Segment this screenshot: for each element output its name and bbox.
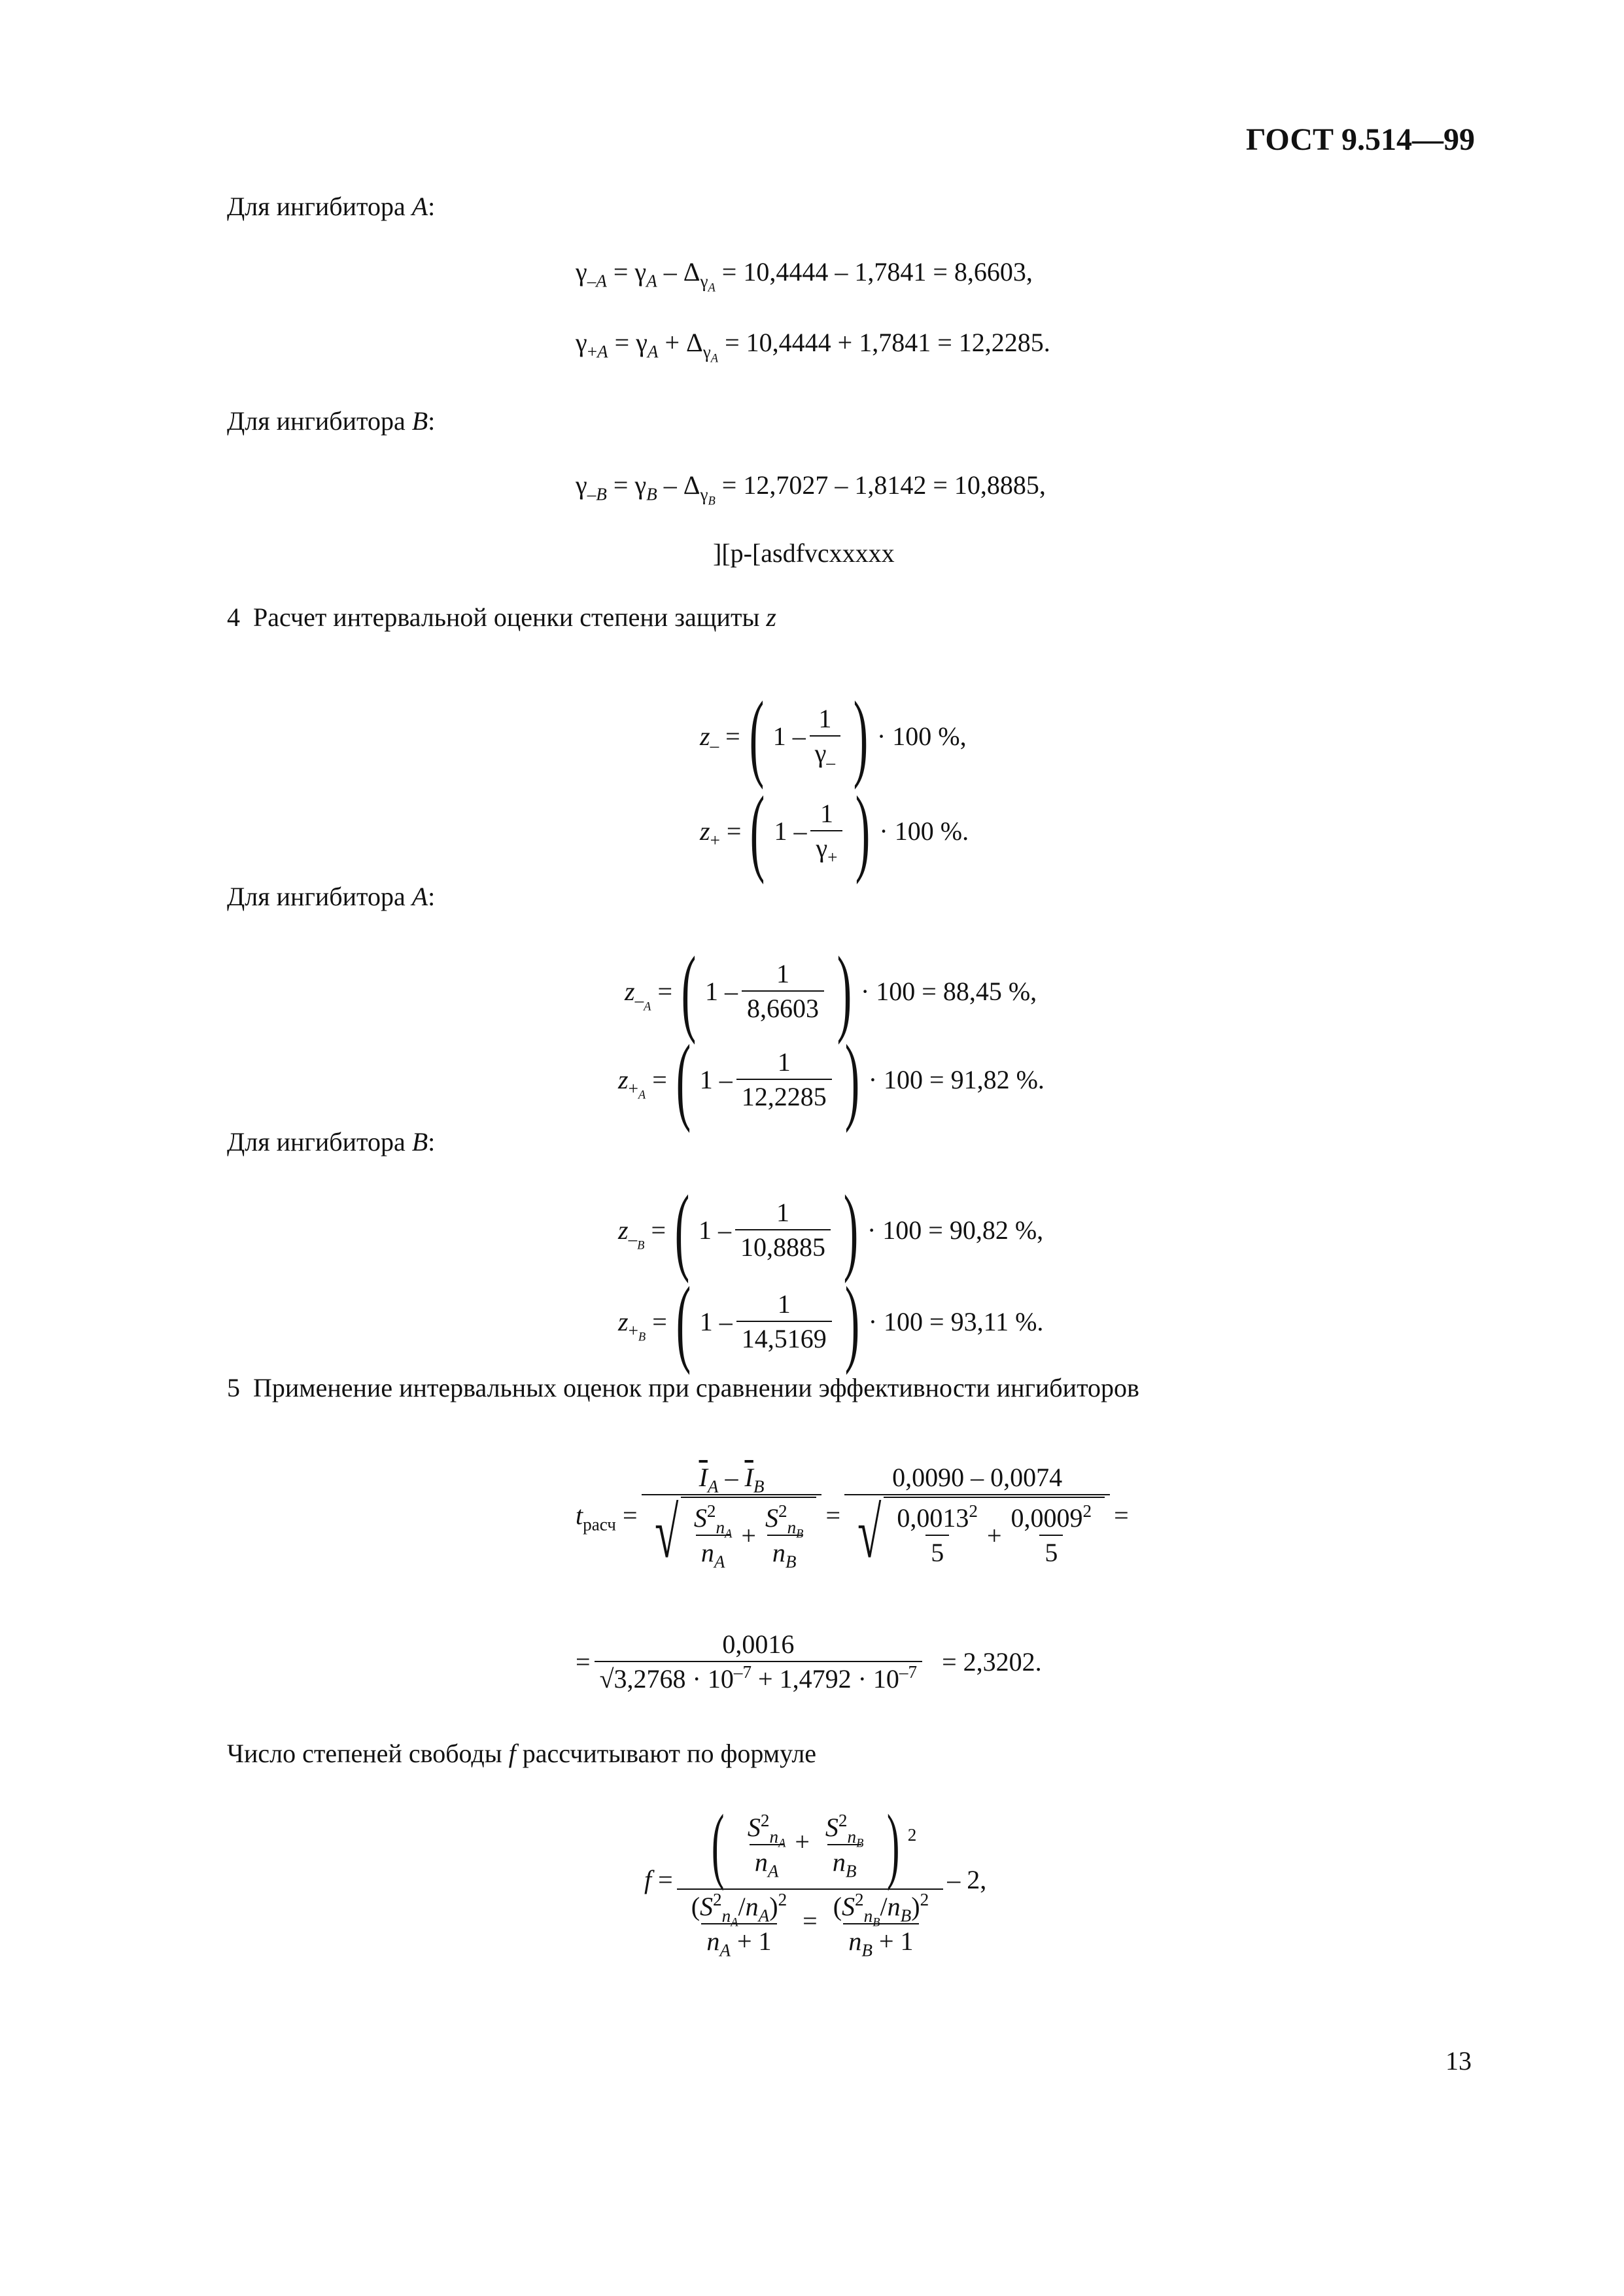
t-calc-result-numerator: 0,0016 [722, 1629, 795, 1659]
t-calc-result-fraction: $\frac{0,0016}{√3,2768 \cdot 10^{-7} + 1,4792 \cdot 10^{-7}}$ [595, 1629, 923, 1694]
freedom-text [227, 1738, 816, 1769]
label-var: В [411, 1127, 428, 1157]
inhibitor-a-label-2 [227, 881, 435, 912]
freedom-tail: – 2, [947, 1864, 987, 1894]
gamma-plus-a-equation: $\gamma_{+A} = \gamma_A + \Delta_{\gamma_A} = 10,4444 + 1,7841 = 12,2285$. [576, 328, 1050, 364]
label-colon: : [428, 406, 436, 436]
z-minus-suffix: · 100 %, [876, 721, 967, 751]
section-title: Применение интервальных оценок при сравнении эффективности ингибиторов [253, 1373, 1139, 1402]
t-calc-subscript: расч [583, 1514, 616, 1535]
z-minus-b-result: · 100 = 90,82 %, [867, 1215, 1044, 1245]
inhibitor-b-label [227, 406, 435, 436]
freedom-fraction: ( $\frac{S^2_{n_A}}{n_A}$ + $\frac{S^2_{n_B}}{n_B}$ ) $^2$ $\frac{(S^2_{n_A}/n_A)^2}{n_A + 1}$ = $\frac{(S^2_{n_B}/n_B)^2}{n_B + 1}$ [677, 1802, 944, 1957]
label-text: Для ингибитора [227, 192, 406, 221]
t-calc-s-b: 0,0009 [1011, 1503, 1083, 1533]
z-minus-b-denominator: 10,8885 [735, 1229, 831, 1262]
t-calc-n-a: 5 [925, 1535, 949, 1568]
z-minus-general-formula: $z_-$ = ( 1 – $\frac{1}{\gamma_-}$ ) · 100 %, [700, 682, 967, 790]
label-colon: : [428, 192, 436, 221]
z-minus-a-result: · 100 = 88,45 %, [860, 976, 1037, 1006]
t-calc-exp-a: –7 [733, 1662, 752, 1682]
section-4-heading [227, 602, 776, 633]
gamma-minus-b-equation: $\gamma_{-B} = \gamma_B - \Delta_{\gamma_B} = 12,7027 - 1,8142 = 10,8885$, [576, 470, 1046, 507]
z-minus-a-denominator: 8,6603 [742, 990, 824, 1024]
garbage-line: ][p-[asdfvcxxxxx [713, 538, 895, 568]
document-code: ГОСТ 9.514—99 [1246, 122, 1475, 157]
gamma-minus-b-value: = 12,7027 – 1,8142 = 10,8885, [721, 470, 1046, 500]
z-plus-general-formula: $z_+$ = ( 1 – $\frac{1}{\gamma_+}$ ) · 100 %. [700, 776, 969, 885]
section-5-heading [227, 1372, 1139, 1403]
page-number: 13 [1445, 2046, 1472, 2076]
label-var: А [411, 882, 428, 911]
t-calc-values-fraction: 0,0090 – 0,0074 √ $\frac{0,0013^2}{5}$ + $\frac{0,0009^2}{5}$ [844, 1462, 1110, 1569]
t-calc-result-formula: = $\frac{0,0016}{√3,2768 \cdot 10^{-7} + 1,4792 \cdot 10^{-7}}$ = 2,3202. [576, 1629, 1042, 1694]
t-calc-numerator: 0,0090 – 0,0074 [892, 1463, 1063, 1492]
t-calc-formula: $t_{расч}$ = $\overline{I}_A - \overline{I}_B$ √ $\frac{S^2_{n_A}}{n_A}$ + $\frac{S^2_{n_B}}{n_B}$ = 0,0090 – 0,0074 √ $\frac{0,0013^2}{5}$ + $\frac{0,0009^2}{5}$ = [576, 1463, 1129, 1573]
section-number: 4 [227, 602, 240, 632]
inhibitor-b-label-2 [227, 1126, 435, 1157]
label-var: А [411, 192, 428, 221]
label-text: Для ингибитора [227, 1127, 406, 1157]
gamma-plus-a-value: = 10,4444 + 1,7841 = 12,2285. [725, 328, 1050, 357]
t-calc-exp-b: –7 [899, 1662, 918, 1682]
z-plus-suffix: · 100 %. [879, 816, 969, 846]
section-title: Расчет интервальной оценки степени защиты [253, 602, 760, 632]
freedom-text-after: рассчитывают по формуле [522, 1739, 817, 1768]
z-plus-b-denominator: 14,5169 [736, 1321, 832, 1354]
z-minus-a-formula: $z_{-_A}$ = ( 1 – $\frac{1}{8,6603}$ ) · 100 = 88,45 %, [625, 937, 1037, 1045]
t-calc-result-den-b: + 1,4792 · 10 [752, 1664, 899, 1694]
t-calc-result-den-a: 3,2768 · 10 [613, 1664, 734, 1694]
inhibitor-a-label [227, 191, 435, 222]
z-plus-a-denominator: 12,2285 [736, 1079, 832, 1112]
z-plus-a-result: · 100 = 91,82 %. [868, 1064, 1045, 1094]
t-calc-n-b: 5 [1039, 1535, 1063, 1568]
z-plus-a-formula: $z_{+_A}$ = ( 1 – $\frac{1}{12,2285}$ ) · 100 = 91,82 %. [618, 1025, 1045, 1134]
freedom-var: f [508, 1739, 516, 1768]
label-colon: : [428, 882, 436, 911]
t-calc-fraction: $\overline{I}_A - \overline{I}_B$ √ $\frac{S^2_{n_A}}{n_A}$ + $\frac{S^2_{n_B}}{n_B}$ [642, 1462, 822, 1569]
label-text: Для ингибитора [227, 406, 406, 436]
freedom-formula: f = ( $\frac{S^2_{n_A}}{n_A}$ + $\frac{S^2_{n_B}}{n_B}$ ) $^2$ $\frac{(S^2_{n_A}/n_A)^2}{n_A + 1}$ = $\frac{(S^2_{n_B}/n_B)^2}{n_B + 1}$ – 2, [644, 1798, 987, 1960]
z-plus-b-formula: $z_{+_B}$ = ( 1 – $\frac{1}{14,5169}$ ) · 100 = 93,11 %. [618, 1267, 1044, 1376]
label-colon: : [428, 1127, 436, 1157]
gamma-minus-a-value: = 10,4444 – 1,7841 = 8,6603, [721, 257, 1033, 287]
z-plus-b-result: · 100 = 93,11 %. [868, 1306, 1044, 1336]
gamma-minus-a-equation: $\gamma_{-A} = \gamma_A - \Delta_{\gamma_A} = 10,4444 - 1,7841 = 8,6603$, [576, 257, 1033, 294]
label-var: В [411, 406, 428, 436]
t-calc-s-a: 0,0013 [897, 1503, 969, 1533]
t-calc-result: = 2,3202. [942, 1646, 1042, 1677]
section-number: 5 [227, 1373, 240, 1402]
freedom-text-before: Число степеней свободы [227, 1739, 502, 1768]
section-var: z [766, 602, 776, 632]
z-minus-b-formula: $z_{-_B}$ = ( 1 – $\frac{1}{10,8885}$ ) · 100 = 90,82 %, [618, 1175, 1044, 1284]
label-text: Для ингибитора [227, 882, 406, 911]
